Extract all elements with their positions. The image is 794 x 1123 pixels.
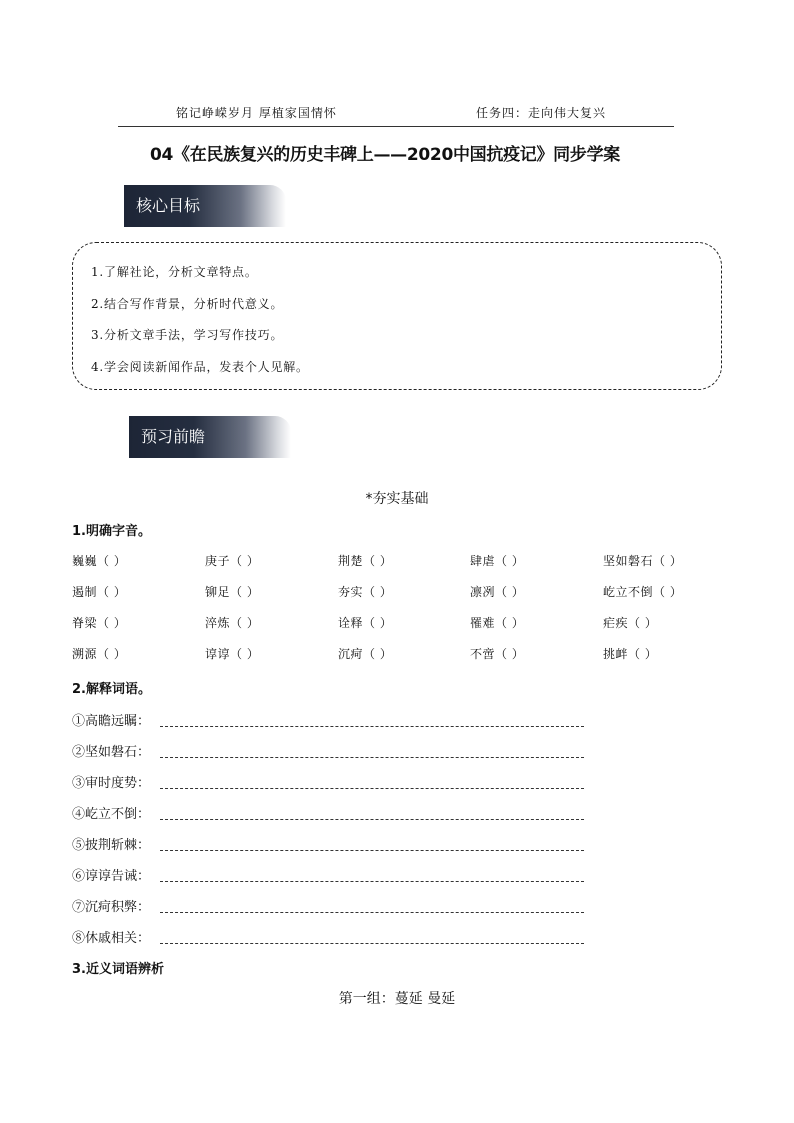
answer-line[interactable] bbox=[160, 943, 584, 944]
answer-line[interactable] bbox=[160, 850, 584, 851]
pronunciation-item: 坚如磐石（ ） bbox=[603, 554, 683, 568]
term-label: ⑧休戚相关： bbox=[72, 931, 151, 946]
pronunciation-item: 遏制（ ） bbox=[72, 585, 127, 599]
document-title: 04《在民族复兴的历史丰碑上——2020中国抗疫记》同步学案 bbox=[150, 145, 620, 165]
pronunciation-item: 庚子（ ） bbox=[205, 554, 260, 568]
term-label: ⑤披荆斩棘： bbox=[72, 838, 151, 853]
pronunciation-item: 溯源（ ） bbox=[72, 647, 127, 661]
goal-item: 4.学会阅读新闻作品，发表个人见解。 bbox=[91, 360, 309, 374]
pronunciation-item: 不啻（ ） bbox=[470, 647, 525, 661]
goal-item: 3.分析文章手法，学习写作技巧。 bbox=[91, 328, 284, 342]
pronunciation-item: 巍巍（ ） bbox=[72, 554, 127, 568]
answer-line[interactable] bbox=[160, 788, 584, 789]
header-right-text: 任务四：走向伟大复兴 bbox=[476, 106, 607, 120]
goal-item: 1.了解社论，分析文章特点。 bbox=[91, 265, 258, 279]
pronunciation-item: 诠释（ ） bbox=[338, 616, 393, 630]
answer-line[interactable] bbox=[160, 881, 584, 882]
term-label: ②坚如磐石： bbox=[72, 745, 151, 760]
goal-item: 2.结合写作背景，分析时代意义。 bbox=[91, 297, 284, 311]
term-label: ⑥谆谆告诫： bbox=[72, 869, 151, 884]
question-1-heading: 1.明确字音。 bbox=[72, 524, 151, 539]
question-3-heading: 3.近义词语辨析 bbox=[72, 962, 164, 977]
question-2-heading: 2.解释词语。 bbox=[72, 682, 151, 697]
term-label: ④屹立不倒： bbox=[72, 807, 151, 822]
pronunciation-item: 荆楚（ ） bbox=[338, 554, 393, 568]
pronunciation-item: 肆虐（ ） bbox=[470, 554, 525, 568]
page-header bbox=[118, 104, 674, 126]
pronunciation-item: 屹立不倒（ ） bbox=[603, 585, 683, 599]
pronunciation-item: 沉疴（ ） bbox=[338, 647, 393, 661]
pronunciation-item: 凛冽（ ） bbox=[470, 585, 525, 599]
term-label: ⑦沉疴积弊： bbox=[72, 900, 151, 915]
answer-line[interactable] bbox=[160, 819, 584, 820]
answer-line[interactable] bbox=[160, 726, 584, 727]
pronunciation-item: 铆足（ ） bbox=[205, 585, 260, 599]
pronunciation-item: 淬炼（ ） bbox=[205, 616, 260, 630]
pronunciation-item: 脊梁（ ） bbox=[72, 616, 127, 630]
term-label: ③审时度势： bbox=[72, 776, 151, 791]
pronunciation-item: 谆谆（ ） bbox=[205, 647, 260, 661]
sub-heading-foundation: *夯实基础 bbox=[365, 491, 429, 507]
header-left-text: 铭记峥嵘岁月 厚植家国情怀 bbox=[176, 106, 337, 120]
pronunciation-item: 疟疾（ ） bbox=[603, 616, 658, 630]
synonym-group-label: 第一组：蔓延 曼延 bbox=[338, 991, 456, 1007]
header-divider bbox=[118, 126, 674, 127]
section-banner-preview: 预习前瞻 bbox=[129, 416, 291, 458]
pronunciation-item: 夯实（ ） bbox=[338, 585, 393, 599]
pronunciation-item: 挑衅（ ） bbox=[603, 647, 658, 661]
pronunciation-item: 罹难（ ） bbox=[470, 616, 525, 630]
answer-line[interactable] bbox=[160, 912, 584, 913]
goals-box bbox=[72, 242, 722, 390]
answer-line[interactable] bbox=[160, 757, 584, 758]
section-banner-core-goals: 核心目标 bbox=[124, 185, 286, 227]
term-label: ①高瞻远瞩： bbox=[72, 714, 151, 729]
